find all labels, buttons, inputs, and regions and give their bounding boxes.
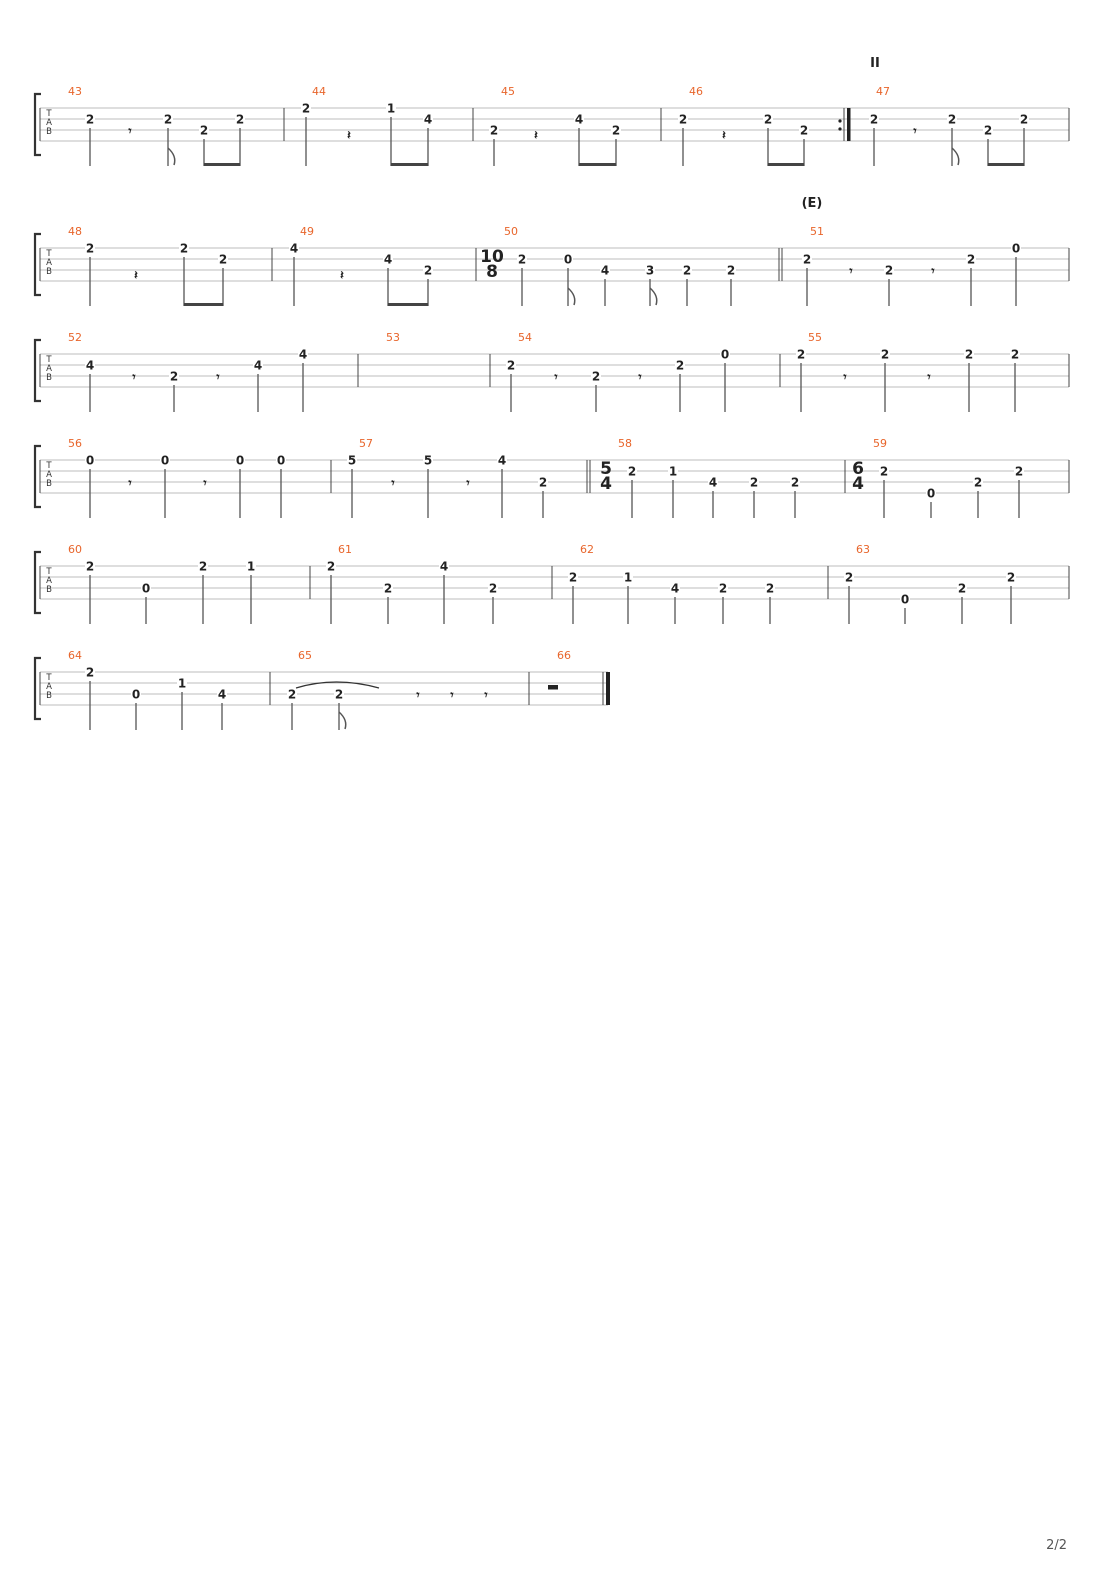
fret-number: 4 — [600, 263, 610, 278]
time-signature-bottom: 4 — [600, 474, 612, 494]
tab-clef-letter: A — [46, 470, 52, 480]
measure-number: 57 — [359, 437, 373, 450]
fret-number: 2 — [301, 101, 311, 116]
fret-number: 2 — [983, 123, 993, 138]
fret-number: 4 — [217, 687, 227, 702]
fret-number: 2 — [678, 112, 688, 127]
eighth-rest: 𝄾 — [216, 370, 220, 384]
fret-number: 2 — [218, 252, 228, 267]
fret-number: 2 — [880, 347, 890, 362]
fret-number: 0 — [900, 592, 910, 607]
fret-number: 4 — [289, 241, 299, 256]
fret-number: 2 — [973, 475, 983, 490]
fret-number: 2 — [802, 252, 812, 267]
measure-number: 63 — [856, 543, 870, 556]
measure-number: 52 — [68, 331, 82, 344]
tab-system — [35, 543, 1069, 624]
measure-number: 58 — [618, 437, 632, 450]
tab-clef-letter: T — [46, 461, 52, 471]
measure-number: 50 — [504, 225, 518, 238]
repeat-dot — [838, 119, 841, 122]
fret-number: 2 — [844, 570, 854, 585]
fret-number: 2 — [179, 241, 189, 256]
fret-number: 2 — [964, 347, 974, 362]
tab-system — [35, 331, 1069, 412]
eighth-rest: 𝄾 — [484, 688, 488, 702]
fret-number: 2 — [763, 112, 773, 127]
measure-number: 56 — [68, 437, 82, 450]
tab-clef-letter: B — [46, 585, 52, 595]
eighth-rest: 𝄾 — [391, 476, 395, 490]
measure-number: 62 — [580, 543, 594, 556]
tab-system — [35, 85, 1069, 166]
time-signature-bottom: 4 — [852, 474, 864, 494]
fret-number: 4 — [85, 358, 95, 373]
fret-number: 1 — [386, 101, 396, 116]
quarter-rest: 𝄽 — [134, 268, 138, 282]
fret-number: 0 — [85, 453, 95, 468]
fret-number: 2 — [568, 570, 578, 585]
fret-number: 2 — [85, 665, 95, 680]
measure-number: 43 — [68, 85, 82, 98]
measure-number: 59 — [873, 437, 887, 450]
fret-number: 2 — [799, 123, 809, 138]
measure-number: 51 — [810, 225, 824, 238]
quarter-rest: 𝄽 — [340, 268, 344, 282]
eighth-rest: 𝄾 — [128, 124, 132, 138]
fret-number: 3 — [645, 263, 655, 278]
fret-number: 2 — [235, 112, 245, 127]
tab-clef-letter: B — [46, 373, 52, 383]
fret-number: 2 — [85, 241, 95, 256]
half-rest — [548, 685, 558, 690]
measure-number: 66 — [557, 649, 571, 662]
time-signature-top: 10 — [480, 247, 504, 267]
eighth-rest: 𝄾 — [416, 688, 420, 702]
fret-number: 2 — [726, 263, 736, 278]
fret-number: 2 — [884, 263, 894, 278]
fret-number: 2 — [169, 369, 179, 384]
fret-number: 0 — [720, 347, 730, 362]
fret-number: 0 — [926, 486, 936, 501]
measure-number: 65 — [298, 649, 312, 662]
fret-number: 0 — [160, 453, 170, 468]
tab-clef-letter: A — [46, 258, 52, 268]
tab-clef-letter: A — [46, 118, 52, 128]
fret-number: 4 — [383, 252, 393, 267]
eighth-rest: 𝄾 — [843, 370, 847, 384]
time-signature-top: 5 — [600, 459, 612, 479]
fret-number: 2 — [591, 369, 601, 384]
fret-number: 0 — [235, 453, 245, 468]
fret-number: 2 — [765, 581, 775, 596]
measure-number: 55 — [808, 331, 822, 344]
fret-number: 2 — [611, 123, 621, 138]
eighth-rest: 𝄾 — [203, 476, 207, 490]
fret-number: 2 — [423, 263, 433, 278]
measure-number: 54 — [518, 331, 532, 344]
fret-number: 5 — [347, 453, 357, 468]
eighth-rest: 𝄾 — [913, 124, 917, 138]
fret-number: 1 — [246, 559, 256, 574]
eighth-rest: 𝄾 — [931, 264, 935, 278]
fret-number: 2 — [1006, 570, 1016, 585]
eighth-rest: 𝄾 — [927, 370, 931, 384]
tab-system — [35, 437, 1069, 518]
tab-clef-letter: B — [46, 691, 52, 701]
fret-number: 4 — [423, 112, 433, 127]
fret-number: 4 — [670, 581, 680, 596]
fret-number: 2 — [947, 112, 957, 127]
measure-number: 64 — [68, 649, 82, 662]
eighth-rest: 𝄾 — [450, 688, 454, 702]
fret-number: 2 — [682, 263, 692, 278]
fret-number: 4 — [574, 112, 584, 127]
fret-number: 2 — [326, 559, 336, 574]
measure-number: 60 — [68, 543, 82, 556]
quarter-rest: 𝄽 — [722, 128, 726, 142]
measure-number: 61 — [338, 543, 352, 556]
fret-number: 2 — [506, 358, 516, 373]
fret-number: 1 — [623, 570, 633, 585]
measure-number: 46 — [689, 85, 703, 98]
tab-clef-letter: B — [46, 479, 52, 489]
tab-clef-letter: T — [46, 567, 52, 577]
fret-number: 4 — [298, 347, 308, 362]
measure-number: 45 — [501, 85, 515, 98]
repeat-dot — [838, 127, 841, 130]
fret-number: 4 — [497, 453, 507, 468]
eighth-rest: 𝄾 — [849, 264, 853, 278]
fret-number: 2 — [163, 112, 173, 127]
tab-clef-letter: T — [46, 673, 52, 683]
fret-number: 4 — [708, 475, 718, 490]
eighth-rest: 𝄾 — [466, 476, 470, 490]
tab-clef-letter: T — [46, 249, 52, 259]
fret-number: 2 — [957, 581, 967, 596]
note-flag — [168, 148, 175, 165]
fret-number: 1 — [668, 464, 678, 479]
fret-number: 2 — [198, 559, 208, 574]
fret-number: 2 — [749, 475, 759, 490]
repeat-bar-thick — [847, 108, 851, 141]
tab-clef-letter: T — [46, 355, 52, 365]
note-flag — [650, 288, 657, 305]
tab-clef-letter: B — [46, 127, 52, 137]
fret-number: 0 — [1011, 241, 1021, 256]
note-flag — [339, 712, 346, 729]
fret-number: 2 — [1010, 347, 1020, 362]
note-flag — [568, 288, 575, 305]
fret-number: 2 — [675, 358, 685, 373]
section-marker: II — [870, 56, 880, 71]
tab-system — [35, 225, 1069, 306]
eighth-rest: 𝄾 — [638, 370, 642, 384]
measure-number: 53 — [386, 331, 400, 344]
fret-number: 2 — [199, 123, 209, 138]
fret-number: 0 — [141, 581, 151, 596]
fret-number: 2 — [517, 252, 527, 267]
page-number: 2/2 — [1046, 1538, 1067, 1553]
fret-number: 2 — [489, 123, 499, 138]
measure-number: 49 — [300, 225, 314, 238]
tab-clef-letter: T — [46, 109, 52, 119]
fret-number: 2 — [796, 347, 806, 362]
fret-number: 2 — [1014, 464, 1024, 479]
fret-number: 0 — [131, 687, 141, 702]
fret-number: 2 — [869, 112, 879, 127]
tab-system — [35, 649, 610, 730]
fret-number: 2 — [538, 475, 548, 490]
fret-number: 2 — [488, 581, 498, 596]
time-signature-top: 6 — [852, 459, 864, 479]
eighth-rest: 𝄾 — [128, 476, 132, 490]
fret-number: 1 — [177, 676, 187, 691]
fret-number: 2 — [718, 581, 728, 596]
fret-number: 0 — [563, 252, 573, 267]
fret-number: 2 — [1019, 112, 1029, 127]
fret-number: 2 — [85, 112, 95, 127]
measure-number: 47 — [876, 85, 890, 98]
fret-number: 2 — [383, 581, 393, 596]
tab-clef-letter: A — [46, 576, 52, 586]
measure-number: 44 — [312, 85, 326, 98]
note-flag — [952, 148, 959, 165]
fret-number: 2 — [966, 252, 976, 267]
fret-number: 0 — [276, 453, 286, 468]
fret-number: 2 — [627, 464, 637, 479]
eighth-rest: 𝄾 — [132, 370, 136, 384]
quarter-rest: 𝄽 — [347, 128, 351, 142]
time-signature-bottom: 8 — [486, 262, 498, 282]
tab-clef-letter: B — [46, 267, 52, 277]
fret-number: 2 — [287, 687, 297, 702]
tab-clef-letter: A — [46, 364, 52, 374]
fret-number: 2 — [790, 475, 800, 490]
fret-number: 4 — [253, 358, 263, 373]
measure-number: 48 — [68, 225, 82, 238]
eighth-rest: 𝄾 — [554, 370, 558, 384]
section-marker: (E) — [801, 196, 823, 211]
fret-number: 2 — [85, 559, 95, 574]
fret-number: 2 — [334, 687, 344, 702]
fret-number: 5 — [423, 453, 433, 468]
final-bar-thick — [606, 672, 610, 705]
fret-number: 4 — [439, 559, 449, 574]
tab-clef-letter: A — [46, 682, 52, 692]
quarter-rest: 𝄽 — [534, 128, 538, 142]
fret-number: 2 — [879, 464, 889, 479]
